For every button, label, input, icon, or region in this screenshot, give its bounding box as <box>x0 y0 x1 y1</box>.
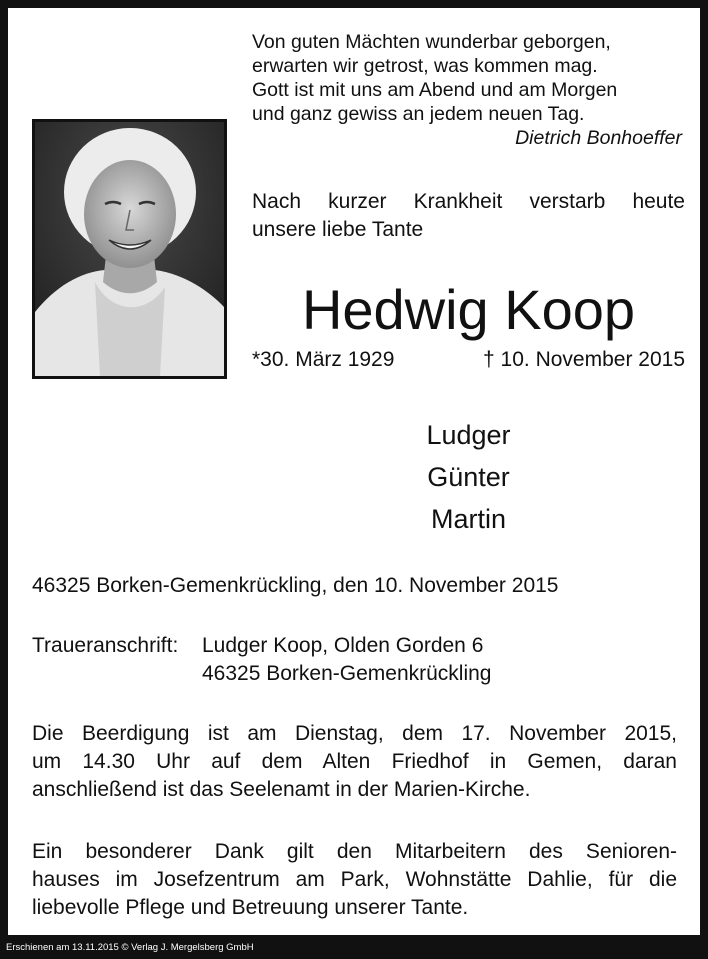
intro-line: unsere liebe Tante <box>252 218 424 241</box>
publication-footer: Erschienen am 13.11.2015 © Verlag J. Mergelsberg GmbH <box>6 942 254 953</box>
portrait-illustration <box>35 122 224 376</box>
poem-line: und ganz gewiss an jedem neuen Tag. <box>252 103 585 125</box>
thanks-line: hauses im Josefzentrum am Park, Wohnstätte Dahlie, für die <box>32 868 677 891</box>
poem-line: Von guten Mächten wunderbar geborgen, <box>252 31 611 53</box>
life-dates <box>252 346 685 374</box>
thanks-line: Ein besonderer Dank gilt den Mitarbeitern des Senioren- <box>32 840 677 863</box>
address-label: Traueranschrift: <box>32 634 179 657</box>
intro-text <box>252 188 685 244</box>
mourning-address <box>32 632 692 688</box>
portrait-photo <box>32 119 227 379</box>
thanks-line: liebevolle Pflege und Betreuung unserer Tante. <box>32 896 469 919</box>
death-date: † 10. November 2015 <box>483 348 685 371</box>
obituary-card <box>8 8 700 935</box>
funeral-line: Die Beerdigung ist am Dienstag, dem 17. November 2015, <box>32 722 677 745</box>
mourner-name: Günter <box>427 462 510 492</box>
birth-date: *30. März 1929 <box>252 348 395 371</box>
thanks-notice <box>32 838 677 922</box>
address-line: 46325 Borken-Gemenkrückling <box>202 662 492 685</box>
funeral-line: um 14.30 Uhr auf dem Alten Friedhof in Gemen, daran <box>32 750 677 773</box>
poem-line: erwarten wir getrost, was kommen mag. <box>252 55 598 77</box>
intro-line: Nach kurzer Krankheit verstarb heute <box>252 190 685 213</box>
mourner-name: Martin <box>430 504 506 534</box>
place-and-date: 46325 Borken-Gemenkrückling, den 10. November 2015 <box>32 574 559 597</box>
address-line: Ludger Koop, Olden Gorden 6 <box>202 634 484 657</box>
poem <box>252 30 682 150</box>
funeral-line: anschließend ist das Seelenamt in der Marien-Kirche. <box>32 778 531 801</box>
funeral-notice <box>32 720 677 804</box>
deceased-name: Hedwig Koop <box>301 278 636 341</box>
mourner-name: Ludger <box>426 420 511 450</box>
mourners-list <box>252 414 685 540</box>
poem-author: Dietrich Bonhoeffer <box>515 127 682 149</box>
poem-line: Gott ist mit uns am Abend und am Morgen <box>252 79 618 101</box>
